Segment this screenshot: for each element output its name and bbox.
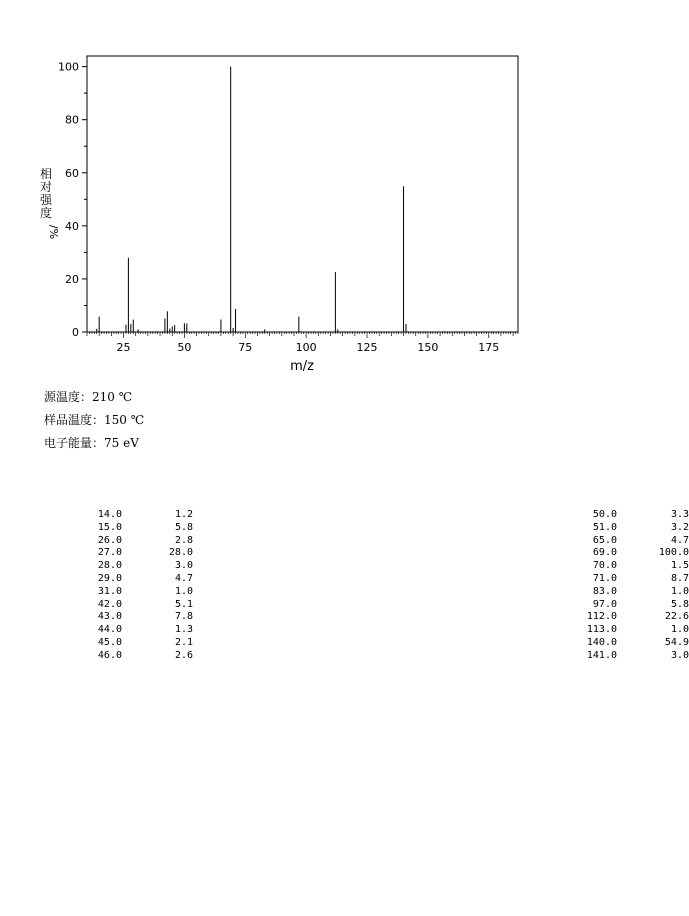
x-tick-label: 100	[295, 341, 317, 354]
x-tick-label: 150	[417, 341, 439, 354]
plot-frame	[87, 56, 518, 332]
peak-mz: 97.0	[592, 598, 617, 610]
peak-intensity: 8.7	[670, 572, 689, 584]
peak-mz: 26.0	[97, 534, 122, 546]
peak-intensity: 5.8	[670, 598, 689, 610]
condition-value: 150 ℃	[104, 413, 145, 427]
peak-mz: 50.0	[592, 509, 617, 520]
peak-intensity: 5.8	[174, 521, 193, 533]
peak-table-row	[0, 650, 200, 663]
x-tick-label: 25	[116, 341, 131, 354]
y-tick-label: 40	[65, 219, 79, 233]
y-axis	[58, 61, 87, 339]
peak-intensity: 7.8	[174, 611, 193, 623]
peak-intensity: 22.6	[664, 611, 689, 623]
peak-intensity: 2.8	[174, 534, 193, 546]
condition-label: 样品温度：	[44, 413, 105, 427]
y-tick-label: 20	[65, 272, 79, 286]
x-tick-label: 75	[238, 341, 253, 354]
peak-table-row	[300, 572, 689, 586]
condition-label: 电子能量：	[44, 436, 105, 450]
x-axis	[87, 332, 518, 354]
peak-table-row	[0, 624, 200, 637]
condition-value: 210 ℃	[92, 390, 133, 404]
peak-intensity: 54.9	[664, 636, 689, 648]
peak-mz: 65.0	[592, 534, 617, 546]
y-axis-label-char: 强	[39, 193, 53, 207]
peak-table-row	[300, 649, 689, 663]
condition-value: 75 eV	[104, 436, 139, 450]
peak-intensity: 100.0	[658, 547, 689, 559]
electron-energy	[44, 434, 139, 451]
peak-mz: 71.0	[592, 572, 617, 584]
peak-intensity: 4.7	[174, 572, 193, 584]
peak-mz: 14.0	[97, 509, 122, 520]
peak-mz: 31.0	[97, 585, 122, 597]
peak-table-row	[300, 509, 689, 522]
peak-intensity: 2.1	[174, 636, 193, 648]
peak-table-row	[0, 535, 200, 548]
peak-intensity: 2.6	[174, 649, 193, 661]
x-tick-label: 50	[177, 341, 192, 354]
peak-table-row	[0, 637, 200, 650]
peak-table-row	[0, 599, 200, 612]
peak-table-row	[300, 598, 689, 612]
peak-table-row	[300, 560, 689, 573]
peak-table-row	[0, 509, 200, 522]
peak-mz: 15.0	[97, 521, 122, 533]
peak-intensity: 1.3	[174, 624, 193, 636]
peak-mz: 83.0	[592, 585, 617, 597]
peak-table-right	[300, 509, 689, 663]
peak-mz: 43.0	[97, 611, 122, 623]
peak-table-row	[300, 547, 689, 560]
y-axis-label-char: 对	[39, 180, 53, 194]
peak-mz: 44.0	[97, 624, 122, 636]
y-tick-label: 100	[58, 60, 79, 74]
y-axis-label-unit: /%	[47, 224, 60, 240]
peak-mz: 141.0	[586, 649, 617, 661]
peak-intensity: 1.0	[174, 585, 193, 597]
peak-table-row	[0, 586, 200, 599]
y-tick-label: 60	[65, 166, 79, 180]
peak-mz: 113.0	[586, 624, 617, 636]
peak-mz: 45.0	[97, 636, 122, 648]
peak-table-row	[0, 611, 200, 624]
peak-table-row	[300, 624, 689, 637]
y-axis-label	[40, 166, 60, 239]
sample-temperature	[44, 411, 144, 428]
peak-table-row	[0, 573, 200, 586]
peak-mz: 28.0	[97, 560, 122, 572]
peak-mz: 51.0	[592, 521, 617, 533]
peak-table-row	[300, 585, 689, 599]
peak-table-row	[300, 521, 689, 535]
peak-mz: 29.0	[97, 572, 122, 584]
y-axis-label-char: 度	[39, 206, 53, 220]
peak-intensity: 1.2	[174, 509, 193, 520]
condition-label: 源温度：	[44, 390, 93, 404]
peak-mz: 69.0	[592, 547, 617, 559]
peak-table-left	[0, 509, 200, 663]
peak-mz: 42.0	[97, 598, 122, 610]
peak-table-row	[300, 534, 689, 548]
peak-intensity: 3.2	[670, 521, 689, 533]
y-axis-label-char: 相	[39, 167, 53, 181]
peak-intensity: 28.0	[168, 547, 193, 559]
peak-table-row	[0, 560, 200, 573]
peak-table-row	[0, 522, 200, 535]
peak-table-row	[300, 611, 689, 624]
peak-intensity: 1.0	[670, 624, 689, 636]
peak-intensity: 3.3	[670, 509, 689, 520]
peak-mz: 112.0	[586, 611, 617, 623]
peak-intensity: 3.0	[174, 560, 193, 572]
peak-intensity: 5.1	[174, 598, 193, 610]
peak-bars	[97, 67, 406, 332]
peak-table-row	[300, 636, 689, 650]
peak-intensity: 3.0	[670, 649, 689, 661]
peak-mz: 27.0	[97, 547, 122, 559]
peak-mz: 46.0	[97, 649, 122, 661]
peak-mz: 140.0	[586, 636, 617, 648]
peak-intensity: 1.0	[670, 585, 689, 597]
peak-intensity: 1.5	[670, 560, 689, 572]
peak-mz: 70.0	[592, 560, 617, 572]
x-axis-label: m/z	[290, 359, 314, 374]
y-tick-label: 0	[72, 326, 79, 339]
peak-intensity: 4.7	[670, 534, 689, 546]
x-tick-label: 125	[356, 341, 378, 354]
x-tick-label: 175	[478, 341, 500, 354]
y-tick-label: 80	[65, 113, 79, 127]
peak-table-row	[0, 547, 200, 560]
source-temperature	[44, 388, 132, 405]
mass-spectrum-chart	[0, 0, 570, 380]
